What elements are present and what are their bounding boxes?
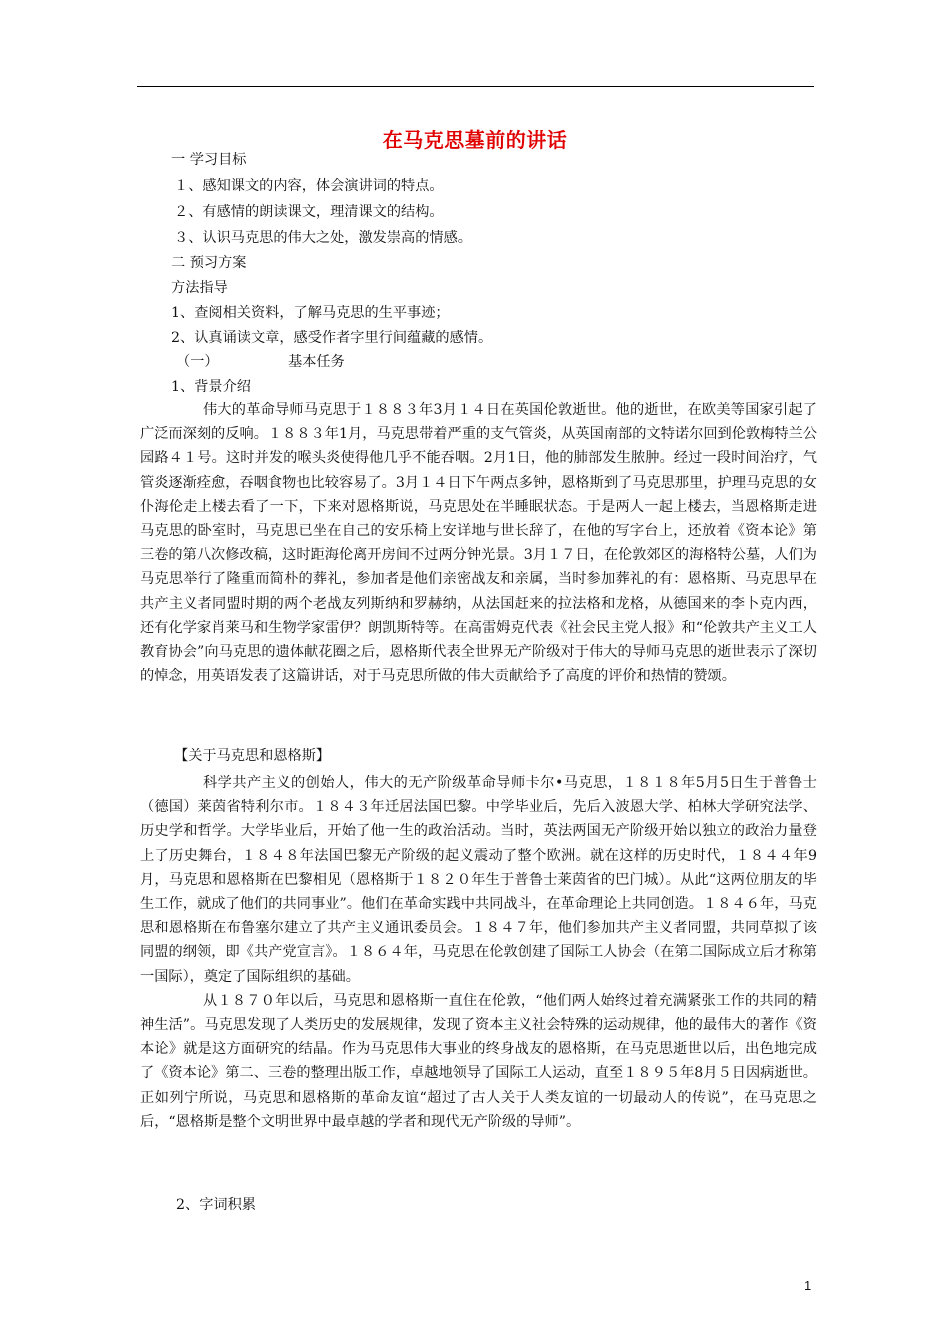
method-item-1: 1、查阅相关资料，了解马克思的生平事迹； bbox=[171, 305, 450, 321]
about-paragraph-2: 从１８７０年以后，马克思和恩格斯一直住在伦敦，“他们两人始终过着充满紧张工作的共同的精神生活”。马克思发现了人类历史的发展规律，发现了资本主义社会特殊的运动规律，他的最伟大的著作《资本论》就是这方面研究的结晶。作为马克思伟大事业的终身战友的恩格斯，在马克思逝世以后，出色地完成了《资本论》第二、三卷的整理出版工作，卓越地领导了国际工人运动，直至１８９５年8月５日因病逝世。正如列宁所说，马克思和恩格斯的革命友谊“超过了古人关于人类友谊的一切最动人的传说”，在马克思之后，“恩格斯是整个文明世界中最卓越的学者和现代无产阶级的导师”。 bbox=[140, 992, 817, 1130]
method-item-2: 2、认真诵读文章，感受作者字里行间蕴藏的感情。 bbox=[171, 330, 493, 346]
about-text bbox=[140, 771, 817, 1134]
method-heading: 方法指导 bbox=[171, 280, 228, 296]
background-heading: 1、背景介绍 bbox=[171, 379, 251, 395]
task-number: （一） bbox=[176, 354, 219, 370]
page-number: 1 bbox=[804, 1278, 812, 1293]
vocab-heading: 2、字词积累 bbox=[176, 1197, 256, 1213]
goal-item-2: ２、有感情的朗读课文，理清课文的结构。 bbox=[174, 204, 444, 220]
goal-item-1: １、感知课文的内容，体会演讲词的特点。 bbox=[174, 178, 444, 194]
about-heading: 【关于马克思和恩格斯】 bbox=[174, 748, 331, 764]
page-title: 在马克思墓前的讲话 bbox=[382, 128, 568, 152]
about-paragraph-1: 科学共产主义的创始人，伟大的无产阶级革命导师卡尔•马克思，１８１８年5月5日生于普鲁士（德国）莱茵省特利尔市。１８４３年迁居法国巴黎。中学毕业后，先后入波恩大学、柏林大学研究法学、历史学和哲学。大学毕业后，开始了他一生的政治活动。当时，英法两国无产阶级开始以独立的政治力量登上了历史舞台，１８４８年法国巴黎无产阶级的起义震动了整个欧洲。就在这样的历史时代，１８４４年9月，马克思和恩格斯在巴黎相见（恩格斯于１８２０年生于普鲁士莱茵省的巴门城）。从此“这两位朋友的毕生工作，就成了他们的共同事业”。他们在革命实践中共同战斗，在革命理论上共同创造。１８４６年，马克思和恩格斯在布鲁塞尔建立了共产主义通讯委员会。１８４７年，他们参加共产主义者同盟，共同草拟了该同盟的纲领，即《共产党宣言》。１８６４年，马克思在伦敦创建了国际工人协会（在第二国际成立后才称第一国际），奠定了国际组织的基础。 bbox=[140, 775, 817, 985]
section-heading-preview: 二 预习方案 bbox=[171, 255, 247, 271]
background-paragraph: 伟大的革命导师马克思于１８８３年3月１４日在英国伦敦逝世。他的逝世，在欧美等国家引起了广泛而深刻的反响。１８８３年1月，马克思带着严重的支气管炎，从英国南部的文特诺尔回到伦敦梅特兰公园路４１号。这时并发的喉头炎使得他几乎不能吞咽。2月1日，他的肺部发生脓肿。经过一段时间治疗，气管炎逐渐痊愈，吞咽食物也比较容易了。3月１４日下午两点多钟，恩格斯到了马克思那里，护理马克思的女仆海伦走上楼去看了一下，下来对恩格斯说，马克思处在半睡眠状态。于是两人一起上楼去，当恩格斯走进马克思的卧室时，马克思已坐在自己的安乐椅上安详地与世长辞了，在他的写字台上，还放着《资本论》第三卷的第八次修改稿，这时距海伦离开房间不过两分钟光景。3月１７日，在伦敦郊区的海格特公墓，人们为马克思举行了隆重而简朴的葬礼，参加者是他们亲密战友和亲属，当时参加葬礼的有：恩格斯、马克思早在共产主义者同盟时期的两个老战友列斯纳和罗赫纳，从法国赶来的拉法格和龙格，从德国来的李卜克内西，还有化学家肖莱马和生物学家雷伊？朗凯斯特等。在高雷姆克代表《社会民主党人报》和“伦敦共产主义工人教育协会”向马克思的遗体献花圈之后，恩格斯代表全世界无产阶级对于伟大的导师马克思的逝世表示了深切的悼念，用英语发表了这篇讲话，对于马克思所做的伟大贡献给予了高度的评价和热情的赞颂。 bbox=[140, 402, 817, 685]
goal-item-3: ３、认识马克思的伟大之处，激发崇高的情感。 bbox=[174, 230, 472, 246]
background-text bbox=[140, 398, 817, 688]
task-heading: 基本任务 bbox=[288, 354, 345, 370]
section-heading-goals: 一 学习目标 bbox=[171, 152, 247, 168]
header-rule bbox=[137, 86, 814, 87]
